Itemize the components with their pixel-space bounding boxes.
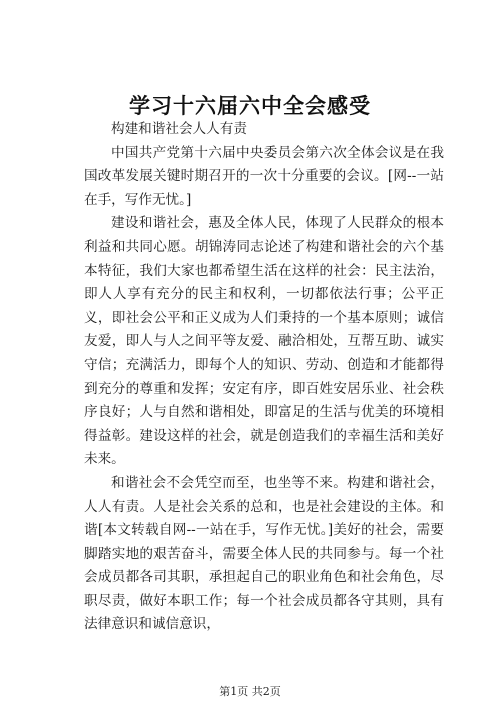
document-title: 学习十六届六中全会感受 [129, 93, 371, 118]
paragraph-3: 和谐社会不会凭空而至，也坐等不来。构建和谐社会，人人有责。人是社会关系的总和，也是社会建设的主体。和谐[本文转载自网--一站在手，写作无忧。]美好的社会，需要脚踏实地的艰苦奋斗，需要全体人民的共同参与。每一个社会成员都各司其职，承担起自己的职业角色和社会角色，尽职尽责，做好本职工作；每一个社会成员都各守其则，具有法律意识和诚信意识， [84, 474, 444, 633]
document-subtitle: 构建和谐社会人人有责 [111, 121, 247, 137]
paragraph-2: 建设和谐社会，惠及全体人民，体现了人民群众的根本利益和共同心愿。胡锦涛同志论述了构建和谐社会的六个基本特征，我们大家也都希望生活在这样的社会：民主法治，即人人享有充分的民主和权利，一切都依法行事；公平正义，即社会公平和正义成为人们秉持的一个基本原则；诚信友爱，即人与人之间平等友爱、融洽相处，互帮互助、诚实守信；充满活力，即每个人的知识、劳动、创造和才能都得到充分的尊重和发挥；安定有序，即百姓安居乐业、社会秩序良好；人与自然和谐相处，即富足的生活与优美的环境相得益彰。建设这样的社会，就是创造我们的幸福生活和美好未来。 [84, 215, 444, 468]
page-number-footer: 第1页 共2页 [219, 685, 281, 698]
document-body [84, 118, 444, 637]
paragraph-1: 中国共产党第十六届中央委员会第六次全体会议是在我国改革发展关键时期召开的一次十分重要的会议。[网--一站在手，写作无忧。] [84, 144, 444, 208]
